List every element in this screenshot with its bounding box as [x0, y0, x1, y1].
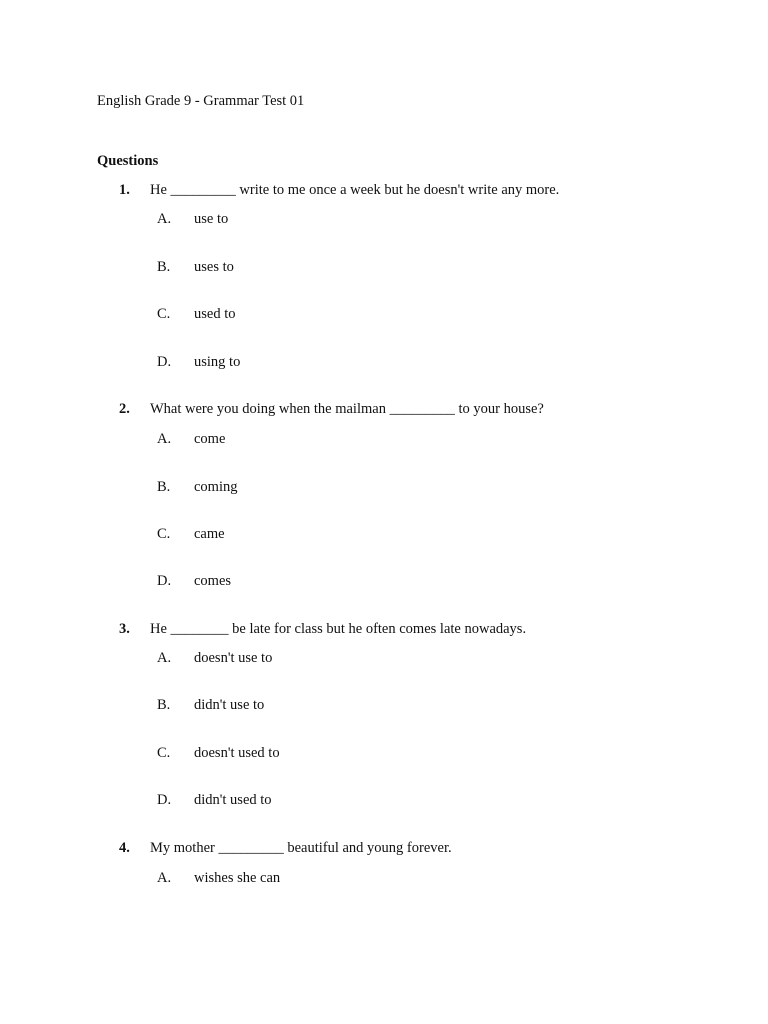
option-3a[interactable]	[0, 650, 768, 670]
option-text: didn't used to	[194, 792, 272, 808]
option-2b[interactable]	[0, 479, 768, 499]
option-2a[interactable]	[0, 431, 768, 451]
option-text: doesn't used to	[194, 745, 280, 761]
option-text: used to	[194, 306, 236, 322]
option-letter: D.	[157, 792, 172, 808]
option-letter: B.	[157, 259, 171, 275]
document-title: English Grade 9 - Grammar Test 01	[97, 93, 305, 109]
question-number: 2.	[119, 401, 130, 417]
option-text: coming	[194, 479, 238, 495]
option-text: came	[194, 526, 225, 542]
option-letter: C.	[157, 526, 171, 542]
option-1a[interactable]	[0, 211, 768, 231]
option-letter: D.	[157, 573, 172, 589]
option-text: wishes she can	[194, 870, 281, 886]
option-letter: A.	[157, 211, 172, 227]
option-4a[interactable]	[0, 870, 768, 890]
question-number: 3.	[119, 621, 130, 637]
option-3b[interactable]	[0, 697, 768, 717]
section-heading: Questions	[97, 153, 159, 169]
option-letter: A.	[157, 650, 172, 666]
option-text: doesn't use to	[194, 650, 273, 666]
option-3c[interactable]	[0, 745, 768, 765]
question-number: 4.	[119, 840, 130, 856]
option-1b[interactable]	[0, 259, 768, 279]
option-text: comes	[194, 573, 232, 589]
option-text: uses to	[194, 259, 234, 275]
option-letter: D.	[157, 354, 172, 370]
question-number: 1.	[119, 182, 130, 198]
option-letter: B.	[157, 479, 171, 495]
option-letter: A.	[157, 431, 172, 447]
option-letter: B.	[157, 697, 171, 713]
question-stem: He ________ be late for class but he often comes late nowadays.	[150, 621, 527, 637]
option-letter: C.	[157, 745, 171, 761]
option-text: come	[194, 431, 226, 447]
question-stem: My mother _________ beautiful and young forever.	[150, 840, 452, 856]
option-1c[interactable]	[0, 306, 768, 326]
option-text: didn't use to	[194, 697, 265, 713]
option-letter: A.	[157, 870, 172, 886]
option-1d[interactable]	[0, 354, 768, 374]
option-2c[interactable]	[0, 526, 768, 546]
option-3d[interactable]	[0, 792, 768, 812]
option-text: using to	[194, 354, 241, 370]
question-stem: He _________ write to me once a week but he doesn't write any more.	[150, 182, 560, 198]
question-stem: What were you doing when the mailman _________ to your house?	[150, 401, 544, 417]
option-letter: C.	[157, 306, 171, 322]
option-2d[interactable]	[0, 573, 768, 593]
option-text: use to	[194, 211, 229, 227]
